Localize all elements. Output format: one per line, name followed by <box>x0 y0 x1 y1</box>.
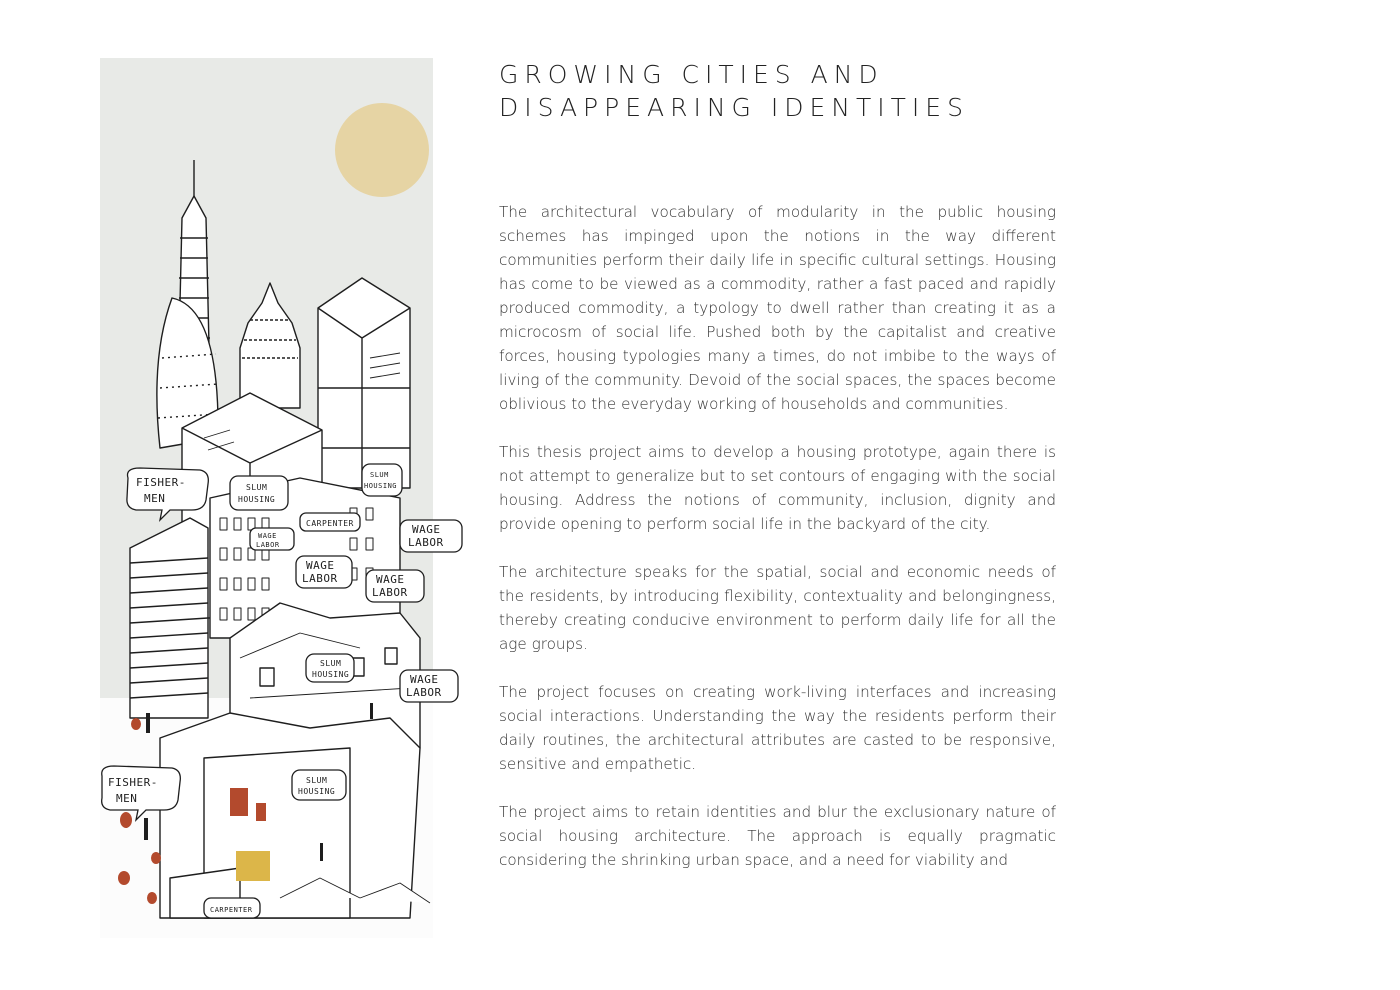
striped-slab <box>130 518 208 718</box>
label-fishermen-top-1: FISHER- <box>136 476 186 489</box>
yellow-facade-accent <box>236 851 270 881</box>
label-slum-2b: HOUSING <box>312 670 350 679</box>
lower-slum-houses <box>160 713 430 918</box>
paragraph: The project focuses on creating work-living interfaces and increasing social interactions. Understanding the way the residents perform their daily routines, the architectural attributes are casted to be responsive, sensitive and empathetic. <box>499 683 1056 773</box>
label-wage-2a: WAGE <box>412 523 441 536</box>
label-carpenter-bottom: CARPENTER <box>210 906 253 914</box>
red-facade-accent <box>230 788 248 816</box>
label-slum-3b: HOUSING <box>364 482 398 490</box>
box-tower <box>318 278 410 488</box>
bubble-slum-housing-3 <box>362 464 402 496</box>
label-fishermen-bottom-2: MEN <box>116 792 138 805</box>
label-wage-2b: LABOR <box>408 536 444 549</box>
label-slum-3a: SLUM <box>370 471 389 479</box>
city-sketch-illustration <box>100 58 444 938</box>
label-fishermen-top-2: MEN <box>144 492 166 505</box>
label-wage-1a: WAGE <box>258 532 277 540</box>
label-wage-3b: LABOR <box>302 572 338 585</box>
title-line-1: GROWING CITIES AND <box>499 60 884 89</box>
label-wage-1b: LABOR <box>256 541 280 549</box>
paragraph: The architectural vocabulary of modularity in the public housing schemes has impinged upon the notions in the way different communities perform their daily life in specific cultural settings. Housing has come to be viewed as a commodity, rather a fast paced and rapidly produced commodity, a typology to dwell rather than creating it as a microcosm of social life. Pushed both by the capitalist and creative forces, housing typologies many a times, do not imbibe to the ways of living of the community. Devoid of the social spaces, the spaces become oblivious to the everyday working of households and communities. <box>499 203 1056 413</box>
red-window-accent <box>256 803 266 821</box>
page-title <box>499 58 969 124</box>
label-fishermen-bottom-1: FISHER- <box>108 776 158 789</box>
paragraph: The project aims to retain identities and blur the exclusionary nature of social housing architecture. The approach is equally pragmatic considering the shrinking urban space, and a need for viability and <box>499 803 1056 869</box>
label-wage-3a: WAGE <box>306 559 335 572</box>
label-wage-4a: WAGE <box>376 573 405 586</box>
label-slum-2a: SLUM <box>320 659 342 668</box>
label-wage-5a: WAGE <box>410 673 439 686</box>
paragraph: The architecture speaks for the spatial, social and economic needs of the residents, by introducing flexibility, contextuality and belongingness, thereby creating conducive environment to perform daily life for all the age groups. <box>499 563 1056 653</box>
paragraph: This thesis project aims to develop a housing prototype, again there is not attempt to generalize but to set contours of engaging with the social housing. Address the notions of community, inclusion, dignity and provide opening to perform social life in the backyard of the city. <box>499 443 1056 533</box>
bubble-slum-housing-1 <box>230 476 288 510</box>
label-wage-5b: LABOR <box>406 686 442 699</box>
sun-icon <box>335 103 429 197</box>
city-sketch-svg <box>100 58 444 938</box>
title-line-2: DISAPPEARING IDENTITIES <box>499 93 969 122</box>
label-slum-4b: HOUSING <box>298 787 336 796</box>
label-carpenter-top: CARPENTER <box>306 519 354 528</box>
label-slum-4a: SLUM <box>306 776 328 785</box>
body-text <box>499 200 1056 896</box>
label-slum-1b: HOUSING <box>238 495 276 504</box>
label-slum-1a: SLUM <box>246 483 268 492</box>
label-wage-4b: LABOR <box>372 586 408 599</box>
